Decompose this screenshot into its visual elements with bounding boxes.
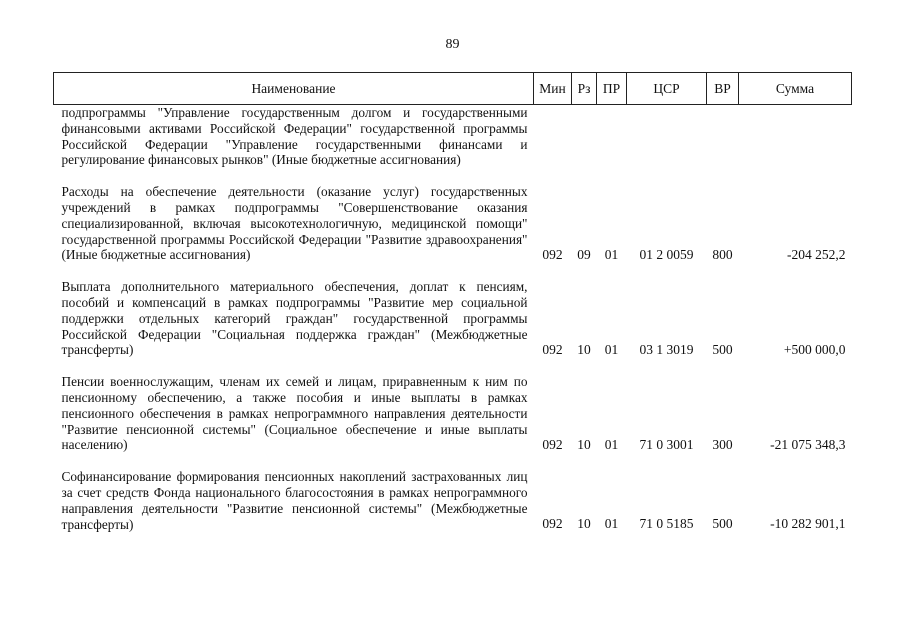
header-csr: ЦСР	[627, 73, 707, 105]
row-name: Софинансирование формирования пенсионных накоплений застрахованных лиц за счет средств Фонда национального благосостояния в рамках непрограммного направления деятельности "Развитие пенсионной системы" (Межбюджетные трансферты)	[61, 469, 528, 532]
table-row	[54, 279, 852, 374]
row-name: подпрограммы "Управление государственным долгом и государственными финансовыми активами Российской Федерации" государственной программы Российской Федерации "Управление государственными финансами и регулирование финансовых рынков" (Иные бюджетные ассигнования)	[61, 105, 528, 168]
row-vr: 500	[712, 516, 733, 532]
row-min: 092	[542, 437, 563, 453]
row-min: 092	[542, 247, 563, 263]
table-row	[54, 105, 852, 185]
row-pr: 01	[604, 437, 619, 453]
row-vr	[707, 105, 739, 185]
row-pr: 01	[604, 342, 619, 358]
row-min: 092	[542, 342, 563, 358]
row-min: 092	[542, 516, 563, 532]
row-name: Пенсии военнослужащим, членам их семей и лицам, приравненным к ним по пенсионному обеспечению, а также пособия и иные выплаты в рамках пенсионного обеспечения в рамках непрограммного направления деятельности "Развитие пенсионной системы" (Социальное обеспечение и иные выплаты населению)	[61, 374, 528, 453]
table-row	[54, 374, 852, 469]
row-rz: 10	[577, 437, 591, 453]
page-number: 89	[445, 37, 460, 52]
row-sum: +500 000,0	[783, 342, 846, 358]
header-min: Мин	[534, 73, 572, 105]
row-vr: 800	[712, 247, 733, 263]
row-name: Расходы на обеспечение деятельности (оказание услуг) государственных учреждений в рамках подпрограммы "Совершенствование оказания специализированной, включая высокотехнологичную, медицинской помощи" государственной программы Российской Федерации "Развитие здравоохранения" (Иные бюджетные ассигнования)	[61, 184, 528, 263]
table-header-row	[54, 73, 852, 105]
header-name: Наименование	[54, 73, 534, 105]
row-sum: -10 282 901,1	[770, 516, 846, 532]
header-rz: Рз	[572, 73, 597, 105]
row-pr: 01	[604, 516, 619, 532]
header-pr: ПР	[597, 73, 627, 105]
row-rz: 10	[577, 342, 591, 358]
row-min	[534, 105, 572, 185]
row-sum: -204 252,2	[787, 247, 846, 263]
row-csr: 71 0 3001	[639, 437, 694, 453]
row-rz: 10	[577, 516, 591, 532]
row-vr: 500	[712, 342, 733, 358]
header-vr: ВР	[707, 73, 739, 105]
table-row	[54, 184, 852, 279]
row-vr: 300	[712, 437, 733, 453]
row-csr: 03 1 3019	[639, 342, 694, 358]
row-rz	[572, 105, 597, 185]
row-csr	[627, 105, 707, 185]
row-rz: 09	[577, 247, 591, 263]
row-csr: 71 0 5185	[639, 516, 694, 532]
table-row	[54, 469, 852, 532]
row-pr: 01	[604, 247, 619, 263]
row-sum	[739, 105, 852, 185]
row-csr: 01 2 0059	[639, 247, 694, 263]
row-sum: -21 075 348,3	[770, 437, 846, 453]
row-pr	[597, 105, 627, 185]
row-name: Выплата дополнительного материального обеспечения, доплат к пенсиям, пособий и компенсаций в рамках подпрограммы "Развитие мер социальной поддержки отдельных категорий граждан" государственной программы Российской Федерации "Социальная поддержка граждан" (Межбюджетные трансферты)	[61, 279, 528, 358]
header-sum: Сумма	[739, 73, 852, 105]
budget-table	[53, 72, 852, 532]
